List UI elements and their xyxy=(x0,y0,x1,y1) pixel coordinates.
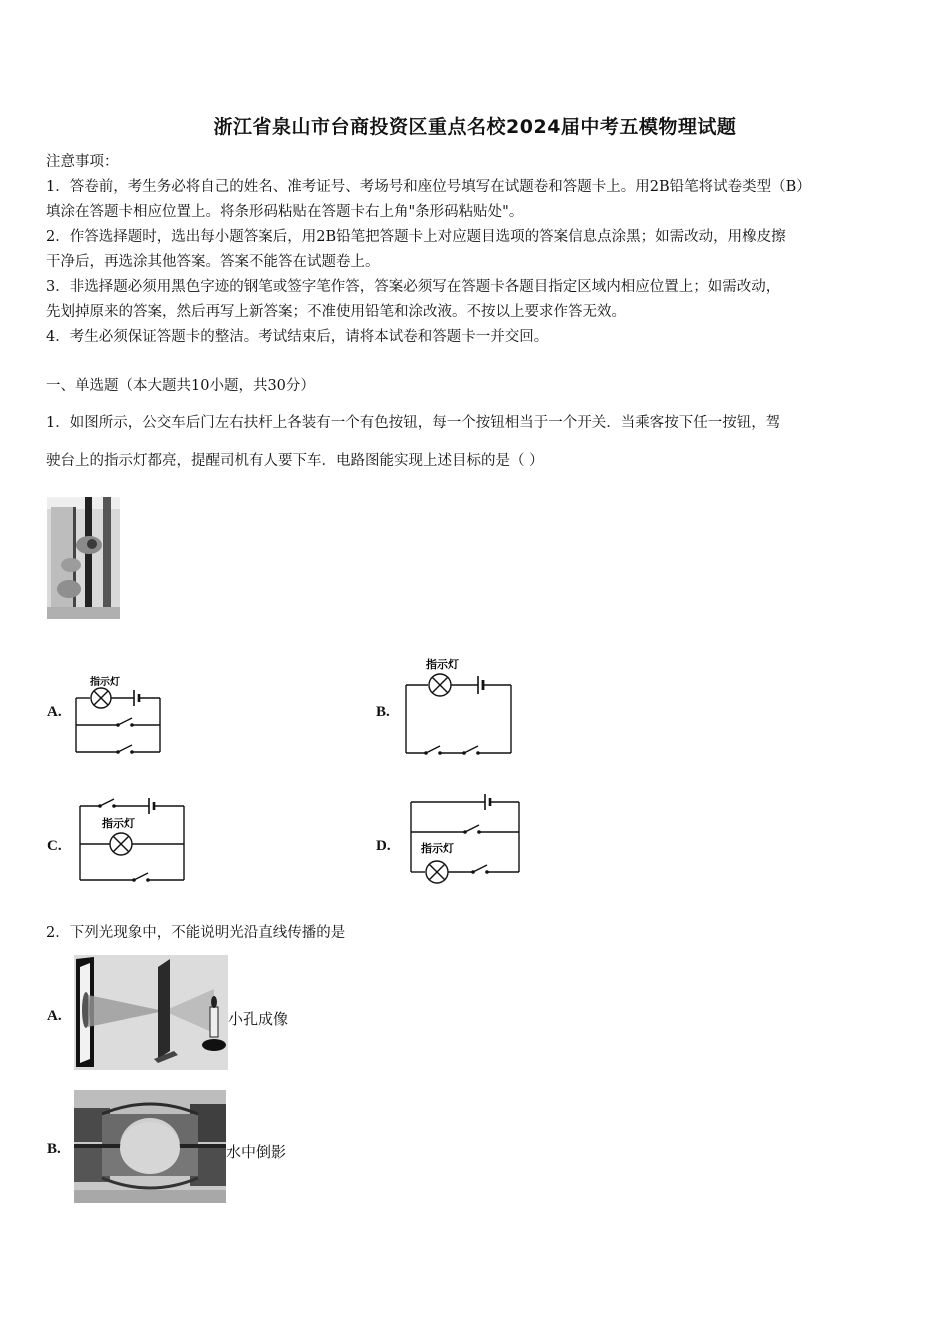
bridge-reflection-image xyxy=(74,1090,226,1203)
q2-option-a-caption: 小孔成像 xyxy=(228,1010,289,1028)
question-2-stem: 2．下列光现象中，不能说明光沿直线传播的是 xyxy=(46,925,346,941)
page-title: 浙江省泉山市台商投资区重点名校2024届中考五模物理试题 xyxy=(213,116,737,138)
notice-heading: 注意事项： xyxy=(46,154,119,170)
notice-line: 2．作答选择题时，选出每小题答案后，用2B铅笔把答题卡上对应题目选项的答案信息点涂黑；如需改动，用橡皮擦 xyxy=(46,229,786,245)
option-c-label: C. xyxy=(47,838,62,854)
lamp-label: 指示灯 xyxy=(102,817,135,830)
circuit-c xyxy=(72,794,192,886)
lamp-label: 指示灯 xyxy=(426,658,459,671)
option-b-label: B. xyxy=(376,704,390,720)
section-heading: 一、单选题（本大题共10小题，共30分） xyxy=(46,378,315,394)
q2-option-b-caption: 水中倒影 xyxy=(226,1143,287,1161)
circuit-d xyxy=(403,788,527,886)
question-1-stem: 1．如图所示，公交车后门左右扶杆上各装有一个有色按钮，每一个按钮相当于一个开关．当乘客按下任一按钮，驾 xyxy=(46,415,781,431)
bus-button-photo xyxy=(47,497,120,619)
notice-line: 3．非选择题必须用黑色字迹的钢笔或签字笔作答，答案必须写在答题卡各题目指定区域内相应位置上；如需改动， xyxy=(46,279,781,295)
circuit-a xyxy=(68,670,168,762)
question-1-stem-cont: 驶台上的指示灯都亮，提醒司机有人要下车．电路图能实现上述目标的是（ ） xyxy=(46,453,544,469)
notice-line: 干净后，再选涂其他答案。答案不能答在试题卷上。 xyxy=(46,254,380,270)
lamp-label: 指示灯 xyxy=(421,842,454,855)
circuit-b xyxy=(398,653,518,759)
notice-line: 先划掉原来的答案，然后再写上新答案；不准使用铅笔和涂改液。不按以上要求作答无效。 xyxy=(46,304,626,320)
option-a-label: A. xyxy=(47,704,62,720)
option-d-label: D. xyxy=(376,838,391,854)
q2-option-a-label: A. xyxy=(47,1008,62,1024)
notice-line: 4．考生必须保证答题卡的整洁。考试结束后，请将本试卷和答题卡一并交回。 xyxy=(46,329,549,345)
lamp-label: 指示灯 xyxy=(90,677,120,688)
q2-option-b-label: B. xyxy=(47,1141,61,1157)
notice-line: 填涂在答题卡相应位置上。将条形码粘贴在答题卡右上角"条形码粘贴处"。 xyxy=(46,204,524,220)
notice-line: 1．答卷前，考生务必将自己的姓名、准考证号、考场号和座位号填写在试题卷和答题卡上。用2B铅笔将试卷类型（B） xyxy=(46,179,811,195)
pinhole-camera-image xyxy=(74,955,228,1070)
